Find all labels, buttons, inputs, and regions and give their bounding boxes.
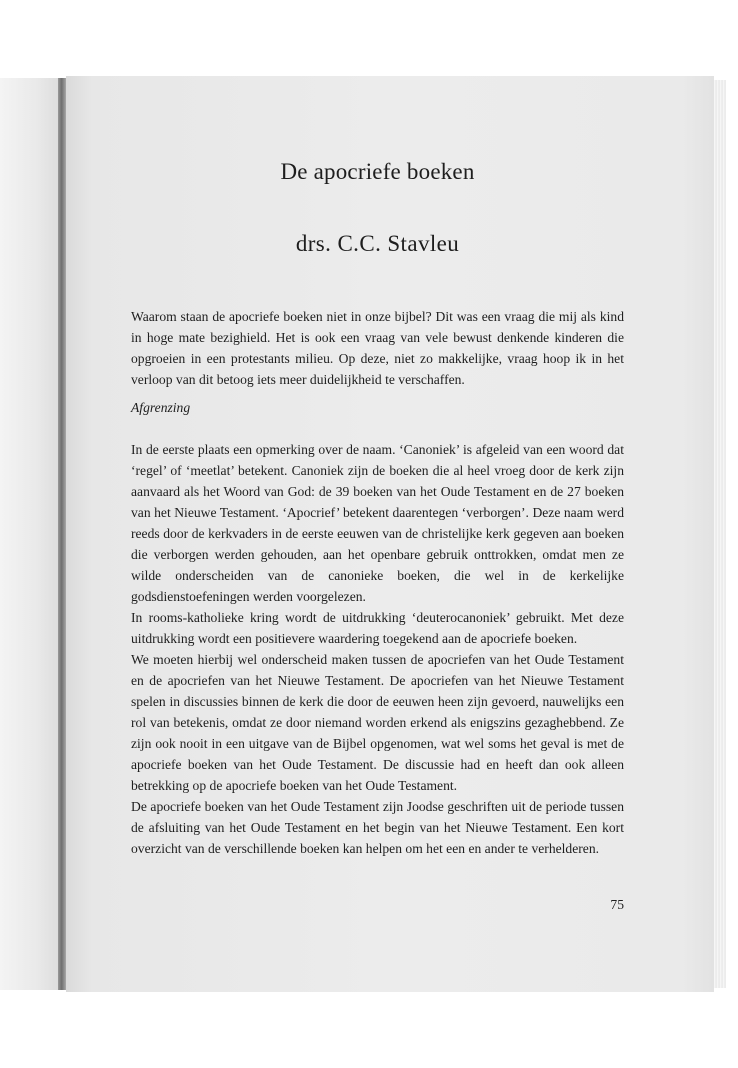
body-paragraph: In rooms-katholieke kring wordt de uitdrukking ‘deuterocanoniek’ gebruikt. Met deze uitdrukking wordt een positievere waardering toegekend aan de apocriefe boeken. [131, 610, 624, 646]
body-paragraph: We moeten hierbij wel onderscheid maken tussen de apocriefen van het Oude Testament en de apocriefen van het Nieuwe Testament. De apocriefen van het Nieuwe Testament spelen in discussies binnen de kerk die door de eeuwen heen zijn gevoerd, nauwelijks een rol van betekenis, omdat ze door niemand worden erkend als enigszins gezaghebbend. Ze zijn ook nooit in een uitgave van de Bijbel opgenomen, wat wel soms het geval is met de apocriefe boeken van het Oude Testament. De discussie had en heeft dan ook alleen betrekking op de apocriefe boeken van het Oude Testament. [131, 652, 624, 793]
body-paragraph: In de eerste plaats een opmerking over de naam. ‘Canoniek’ is afgeleid van een woord dat ‘regel’ of ‘meetlat’ betekent. Canoniek zijn de boeken die al heel vroeg door de kerk zijn aanvaard als het Woord van God: de 39 boeken van het Oude Testament en de 27 boeken van het Nieuwe Testament. ‘Apocrief’ betekent daarentegen ‘verborgen’. Deze naam werd reeds door de kerkvaders in de eerste eeuwen van de christelijke kerk gegeven aan boeken die verborgen werden gehouden, aan het openbare gebruik onttrokken, omdat men ze wilde onderscheiden van de canonieke boeken, die wel in de kerkelijke godsdienstoefeningen werden voorgelezen. [131, 442, 624, 604]
page-number: 75 [610, 897, 624, 912]
article-author: drs. C.C. Stavleu [295, 231, 460, 256]
article-title: De apocriefe boeken [280, 159, 475, 184]
book-gutter [58, 78, 66, 990]
article [131, 152, 624, 859]
page-stack-edge [714, 80, 726, 988]
section-heading: Afgrenzing [131, 400, 191, 415]
facing-page-edge [0, 78, 62, 990]
body-paragraph: De apocriefe boeken van het Oude Testament zijn Joodse geschriften uit de periode tussen de afsluiting van het Oude Testament en het begin van het Nieuwe Testament. Een kort overzicht van de verschillende boeken kan helpen om het een en ander te verhelderen. [131, 799, 624, 856]
intro-paragraph: Waarom staan de apocriefe boeken niet in onze bijbel? Dit was een vraag die mij als kind in hoge mate bezighield. Het is ook een vraag van vele bewust denkende kinderen die opgroeien in een protestants milieu. Op deze, niet zo makkelijke, vraag hoop ik in het verloop van dit betoog iets meer duidelijkheid te verschaffen. [131, 309, 624, 387]
